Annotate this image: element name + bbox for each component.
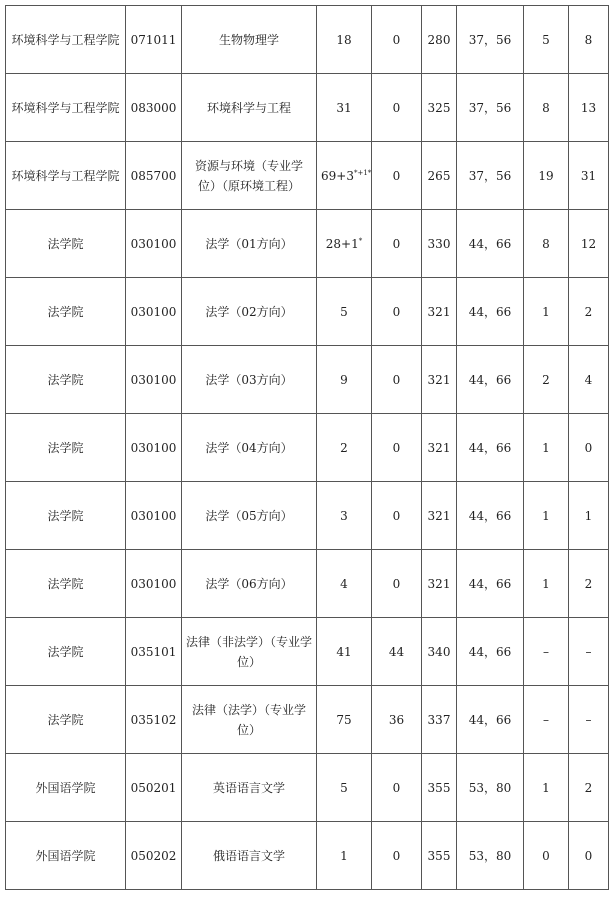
total-score-cell: [422, 686, 457, 754]
single-score-cell: [457, 618, 524, 686]
major-cell: [182, 822, 317, 890]
table-row: [6, 6, 609, 74]
total-score-cell: [422, 482, 457, 550]
count-2-cell: [569, 822, 609, 890]
major-text: 法学（04方向）: [205, 440, 293, 455]
single-score-cell: [457, 686, 524, 754]
count-1-text: 1: [542, 576, 550, 591]
college-cell: [6, 550, 126, 618]
total-score-text: 321: [427, 304, 451, 319]
plan-text: 1: [340, 848, 348, 863]
major-cell: [182, 550, 317, 618]
major-text: 法学（05方向）: [205, 508, 293, 523]
table-row: [6, 74, 609, 142]
single-score-cell: [457, 142, 524, 210]
plan-cell: [317, 278, 372, 346]
total-score-text: 355: [427, 848, 451, 863]
major-text: 法学（06方向）: [205, 576, 293, 591]
total-score-cell: [422, 414, 457, 482]
count-2-cell: [569, 142, 609, 210]
count-1-text: 5: [542, 32, 550, 47]
total-score-text: 265: [427, 168, 451, 183]
count-1-cell: [524, 618, 569, 686]
major-cell: [182, 346, 317, 414]
total-score-text: 330: [427, 236, 451, 251]
code-cell: [126, 74, 182, 142]
count-2-cell: [569, 210, 609, 278]
count-2-cell: [569, 6, 609, 74]
table-row: [6, 142, 609, 210]
single-score-cell: [457, 550, 524, 618]
count-1-cell: [524, 210, 569, 278]
table-row: [6, 618, 609, 686]
count-2-text: 13: [580, 100, 597, 115]
plan-text: 3: [340, 508, 348, 523]
code-text: 050202: [130, 848, 177, 863]
college-cell: [6, 6, 126, 74]
major-text: 法学（03方向）: [205, 372, 293, 387]
count-2-text: 31: [580, 168, 597, 183]
major-text: 资源与环境（专业学位）（原环境工程）: [194, 158, 303, 193]
code-text: 030100: [130, 304, 177, 319]
exempt-text: 0: [392, 304, 401, 319]
count-2-text: –: [585, 712, 592, 727]
count-1-text: 1: [542, 780, 550, 795]
major-cell: [182, 618, 317, 686]
exempt-cell: [372, 6, 422, 74]
code-cell: [126, 686, 182, 754]
college-text: 环境科学与工程学院: [11, 168, 120, 183]
college-cell: [6, 686, 126, 754]
exempt-text: 0: [392, 100, 401, 115]
count-1-cell: [524, 74, 569, 142]
single-score-cell: [457, 822, 524, 890]
exempt-cell: [372, 210, 422, 278]
count-1-text: –: [543, 712, 549, 727]
total-score-cell: [422, 618, 457, 686]
total-score-text: 325: [427, 100, 451, 115]
exempt-cell: [372, 618, 422, 686]
exempt-cell: [372, 550, 422, 618]
count-2-cell: [569, 754, 609, 822]
single-score-text: 37，56: [468, 32, 512, 47]
plan-text: 5: [340, 304, 348, 319]
single-score-cell: [457, 278, 524, 346]
exempt-cell: [372, 142, 422, 210]
plan-text: 31: [336, 100, 352, 115]
plan-cell: [317, 618, 372, 686]
count-2-cell: [569, 74, 609, 142]
count-1-cell: [524, 550, 569, 618]
plan-text: 2: [340, 440, 348, 455]
single-score-text: 44，66: [468, 508, 512, 523]
plan-text: 41: [336, 644, 352, 659]
count-1-text: 8: [542, 236, 550, 251]
table-row: [6, 482, 609, 550]
total-score-text: 280: [427, 32, 451, 47]
count-1-text: –: [543, 644, 549, 659]
exempt-cell: [372, 74, 422, 142]
count-1-text: 2: [542, 372, 550, 387]
count-1-cell: [524, 278, 569, 346]
count-1-cell: [524, 754, 569, 822]
code-text: 083000: [130, 100, 177, 115]
total-score-cell: [422, 210, 457, 278]
single-score-text: 53，80: [468, 848, 512, 863]
count-2-text: 12: [580, 236, 597, 251]
exempt-text: 36: [388, 712, 405, 727]
code-text: 050201: [130, 780, 177, 795]
count-1-cell: [524, 414, 569, 482]
total-score-text: 355: [427, 780, 451, 795]
college-text: 法学院: [47, 508, 84, 523]
major-cell: [182, 74, 317, 142]
exempt-cell: [372, 754, 422, 822]
total-score-text: 321: [427, 372, 451, 387]
exempt-text: 0: [392, 576, 401, 591]
plan-cell: [317, 346, 372, 414]
plan-text: 9: [340, 372, 348, 387]
count-1-cell: [524, 6, 569, 74]
code-cell: [126, 754, 182, 822]
single-score-text: 53，80: [468, 780, 512, 795]
single-score-cell: [457, 414, 524, 482]
total-score-cell: [422, 754, 457, 822]
total-score-text: 321: [427, 440, 451, 455]
plan-text: 69+3: [321, 168, 354, 183]
count-2-text: 2: [584, 304, 593, 319]
college-text: 环境科学与工程学院: [11, 32, 120, 47]
single-score-text: 44，66: [468, 304, 512, 319]
major-text: 英语语言文学: [212, 780, 285, 795]
college-cell: [6, 482, 126, 550]
single-score-cell: [457, 74, 524, 142]
count-2-text: 2: [584, 780, 593, 795]
total-score-cell: [422, 142, 457, 210]
total-score-text: 337: [427, 712, 451, 727]
major-cell: [182, 142, 317, 210]
code-text: 030100: [130, 508, 177, 523]
count-2-cell: [569, 482, 609, 550]
plan-cell: [317, 414, 372, 482]
count-2-text: 0: [584, 848, 593, 863]
total-score-text: 340: [427, 644, 451, 659]
college-cell: [6, 210, 126, 278]
table-body: [6, 6, 609, 890]
code-text: 035102: [130, 712, 177, 727]
table-row: [6, 754, 609, 822]
single-score-text: 44，66: [468, 712, 512, 727]
major-cell: [182, 6, 317, 74]
admissions-table: [5, 5, 609, 890]
plan-cell: [317, 210, 372, 278]
college-cell: [6, 618, 126, 686]
code-cell: [126, 414, 182, 482]
table-row: [6, 346, 609, 414]
count-2-text: 8: [584, 32, 593, 47]
total-score-cell: [422, 550, 457, 618]
exempt-cell: [372, 346, 422, 414]
single-score-cell: [457, 482, 524, 550]
college-cell: [6, 142, 126, 210]
single-score-text: 37，56: [468, 100, 512, 115]
exempt-cell: [372, 278, 422, 346]
plan-cell: [317, 754, 372, 822]
plan-cell: [317, 550, 372, 618]
count-1-cell: [524, 686, 569, 754]
single-score-text: 37，56: [468, 168, 512, 183]
code-cell: [126, 210, 182, 278]
college-text: 法学院: [47, 576, 84, 591]
code-text: 030100: [130, 372, 177, 387]
major-text: 俄语语言文学: [212, 848, 285, 863]
college-cell: [6, 346, 126, 414]
code-cell: [126, 618, 182, 686]
code-cell: [126, 142, 182, 210]
exempt-text: 44: [388, 644, 405, 659]
exempt-text: 0: [392, 780, 401, 795]
code-text: 030100: [130, 576, 177, 591]
major-text: 生物物理学: [218, 32, 279, 47]
college-cell: [6, 754, 126, 822]
count-2-text: 0: [584, 440, 593, 455]
total-score-cell: [422, 346, 457, 414]
college-text: 法学院: [47, 372, 84, 387]
single-score-cell: [457, 346, 524, 414]
exempt-text: 0: [392, 440, 401, 455]
college-text: 法学院: [47, 712, 84, 727]
exempt-text: 0: [392, 508, 401, 523]
exempt-cell: [372, 482, 422, 550]
code-text: 030100: [130, 236, 177, 251]
major-cell: [182, 482, 317, 550]
count-2-text: 4: [584, 372, 593, 387]
single-score-cell: [457, 754, 524, 822]
plan-footnote-mark: *+1*: [353, 168, 372, 177]
count-1-text: 1: [542, 508, 550, 523]
code-text: 085700: [130, 168, 177, 183]
plan-cell: [317, 482, 372, 550]
count-2-text: –: [585, 644, 592, 659]
major-cell: [182, 210, 317, 278]
count-1-cell: [524, 482, 569, 550]
count-2-text: 1: [584, 508, 593, 523]
major-text: 法律（非法学）（专业学位）: [186, 634, 313, 669]
college-cell: [6, 74, 126, 142]
count-1-text: 8: [542, 100, 550, 115]
table-row: [6, 822, 609, 890]
plan-cell: [317, 142, 372, 210]
major-cell: [182, 754, 317, 822]
exempt-cell: [372, 686, 422, 754]
count-2-cell: [569, 618, 609, 686]
major-cell: [182, 278, 317, 346]
count-1-text: 1: [542, 440, 550, 455]
major-text: 环境科学与工程: [206, 100, 291, 115]
count-1-cell: [524, 822, 569, 890]
major-cell: [182, 414, 317, 482]
single-score-cell: [457, 6, 524, 74]
college-text: 外国语学院: [35, 780, 96, 795]
count-2-cell: [569, 686, 609, 754]
total-score-cell: [422, 74, 457, 142]
college-text: 法学院: [47, 236, 84, 251]
total-score-cell: [422, 278, 457, 346]
single-score-text: 44，66: [468, 372, 512, 387]
college-text: 环境科学与工程学院: [11, 100, 120, 115]
count-1-text: 19: [538, 168, 554, 183]
total-score-cell: [422, 822, 457, 890]
table-row: [6, 550, 609, 618]
count-2-cell: [569, 278, 609, 346]
college-text: 法学院: [47, 644, 84, 659]
major-text: 法学（01方向）: [205, 236, 293, 251]
code-cell: [126, 6, 182, 74]
plan-text: 18: [336, 32, 352, 47]
count-2-cell: [569, 414, 609, 482]
major-text: 法学（02方向）: [205, 304, 293, 319]
plan-cell: [317, 74, 372, 142]
code-text: 071011: [130, 32, 177, 47]
table-row: [6, 210, 609, 278]
major-cell: [182, 686, 317, 754]
count-1-text: 1: [542, 304, 550, 319]
college-cell: [6, 414, 126, 482]
code-cell: [126, 346, 182, 414]
major-text: 法律（法学）（专业学位）: [191, 702, 306, 737]
count-2-text: 2: [584, 576, 593, 591]
college-text: 法学院: [47, 304, 84, 319]
exempt-text: 0: [392, 168, 401, 183]
count-2-cell: [569, 346, 609, 414]
exempt-text: 0: [392, 32, 401, 47]
plan-text: 28+1: [325, 236, 359, 251]
plan-cell: [317, 822, 372, 890]
single-score-text: 44，66: [468, 644, 512, 659]
exempt-cell: [372, 822, 422, 890]
college-cell: [6, 822, 126, 890]
plan-text: 4: [340, 576, 348, 591]
code-cell: [126, 278, 182, 346]
exempt-text: 0: [392, 372, 401, 387]
exempt-text: 0: [392, 848, 401, 863]
count-1-cell: [524, 142, 569, 210]
table-row: [6, 686, 609, 754]
code-cell: [126, 482, 182, 550]
count-1-cell: [524, 346, 569, 414]
exempt-cell: [372, 414, 422, 482]
code-text: 035101: [130, 644, 177, 659]
total-score-text: 321: [427, 508, 451, 523]
code-text: 030100: [130, 440, 177, 455]
plan-cell: [317, 686, 372, 754]
count-2-cell: [569, 550, 609, 618]
college-text: 外国语学院: [35, 848, 96, 863]
college-text: 法学院: [47, 440, 84, 455]
plan-footnote-mark: *: [358, 236, 363, 245]
single-score-text: 44，66: [468, 440, 512, 455]
table-row: [6, 414, 609, 482]
plan-cell: [317, 6, 372, 74]
code-cell: [126, 550, 182, 618]
plan-text: 75: [336, 712, 352, 727]
college-cell: [6, 278, 126, 346]
single-score-text: 44，66: [468, 236, 512, 251]
table-row: [6, 278, 609, 346]
total-score-cell: [422, 6, 457, 74]
exempt-text: 0: [392, 236, 401, 251]
single-score-cell: [457, 210, 524, 278]
plan-text: 5: [340, 780, 348, 795]
count-1-text: 0: [542, 848, 550, 863]
single-score-text: 44，66: [468, 576, 512, 591]
total-score-text: 321: [427, 576, 451, 591]
code-cell: [126, 822, 182, 890]
